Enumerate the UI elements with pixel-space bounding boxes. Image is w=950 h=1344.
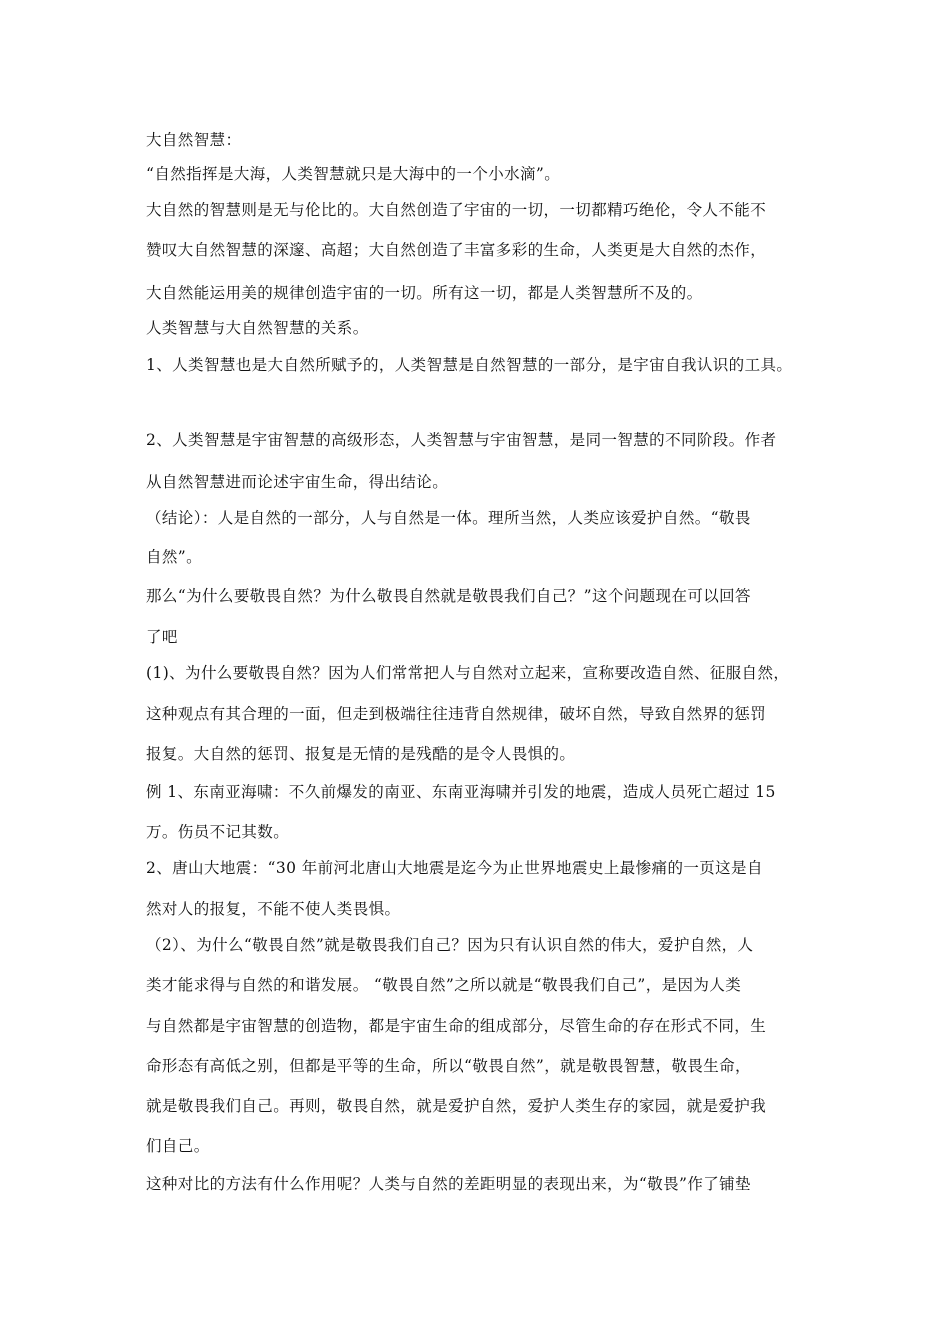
text-line: (1)、为什么要敬畏自然？因为人们常常把人与自然对立起来，宣称要改造自然、征服自然， bbox=[146, 664, 790, 682]
text-line: 然对人的报复，不能不使人类畏惧。 bbox=[146, 900, 401, 918]
text-line: 2、人类智慧是宇宙智慧的高级形态，人类智慧与宇宙智慧，是同一智慧的不同阶段。作者 bbox=[146, 431, 777, 449]
text-line: （2）、为什么“敬畏自然”就是敬畏我们自己？因为只有认识自然的伟大，爱护自然，人 bbox=[146, 936, 754, 954]
text-line: 了吧 bbox=[146, 628, 178, 646]
text-line: 大自然智慧： bbox=[146, 131, 242, 149]
text-line: 这种观点有其合理的一面，但走到极端往往违背自然规律，破坏自然，导致自然界的惩罚 bbox=[146, 705, 767, 723]
text-line: 大自然的智慧则是无与伦比的。大自然创造了宇宙的一切，一切都精巧绝伦，令人不能不 bbox=[146, 201, 767, 219]
text-line: 赞叹大自然智慧的深邃、高超；大自然创造了丰富多彩的生命，人类更是大自然的杰作， bbox=[146, 241, 767, 259]
text-line: 命形态有高低之别，但都是平等的生命，所以“敬畏自然”，就是敬畏智慧，敬畏生命， bbox=[146, 1057, 751, 1075]
text-line: 从自然智慧进而论述宇宙生命，得出结论。 bbox=[146, 473, 449, 491]
text-line: 人类智慧与大自然智慧的关系。 bbox=[146, 319, 369, 337]
text-line: 这种对比的方法有什么作用呢？人类与自然的差距明显的表现出来，为“敬畏”作了铺垫 bbox=[146, 1175, 751, 1193]
text-line: 2、唐山大地震：“30 年前河北唐山大地震是迄今为止世界地震史上最惨痛的一页这是自 bbox=[146, 859, 763, 877]
text-line: （结论）：人是自然的一部分，人与自然是一体。理所当然，人类应该爱护自然。“敬畏 bbox=[146, 509, 751, 527]
text-line: 报复。大自然的惩罚、报复是无情的是残酷的是令人畏惧的。 bbox=[146, 745, 576, 763]
text-line: 那么“为什么要敬畏自然？为什么敬畏自然就是敬畏我们自己？”这个问题现在可以回答 bbox=[146, 587, 751, 605]
text-line: 大自然能运用美的规律创造宇宙的一切。所有这一切，都是人类智慧所不及的。 bbox=[146, 284, 703, 302]
text-line: 与自然都是宇宙智慧的创造物，都是宇宙生命的组成部分，尽管生命的存在形式不同，生 bbox=[146, 1017, 767, 1035]
text-line: 万。伤员不记其数。 bbox=[146, 823, 290, 841]
text-line: 们自己。 bbox=[146, 1137, 210, 1155]
text-line: “自然指挥是大海，人类智慧就只是大海中的一个小水滴”。 bbox=[146, 165, 561, 183]
text-line: 类才能求得与自然的和谐发展。 “敬畏自然”之所以就是“敬畏我们自己”，是因为人类 bbox=[146, 976, 742, 994]
text-line: 自然”。 bbox=[146, 548, 203, 566]
text-line: 1、人类智慧也是大自然所赋予的，人类智慧是自然智慧的一部分，是宇宙自我认识的工具。 bbox=[146, 356, 793, 374]
text-line: 就是敬畏我们自己。再则，敬畏自然，就是爱护自然，爱护人类生存的家园，就是爱护我 bbox=[146, 1097, 767, 1115]
text-line: 例 1、东南亚海啸：不久前爆发的南亚、东南亚海啸并引发的地震，造成人员死亡超过 15 bbox=[146, 783, 776, 801]
